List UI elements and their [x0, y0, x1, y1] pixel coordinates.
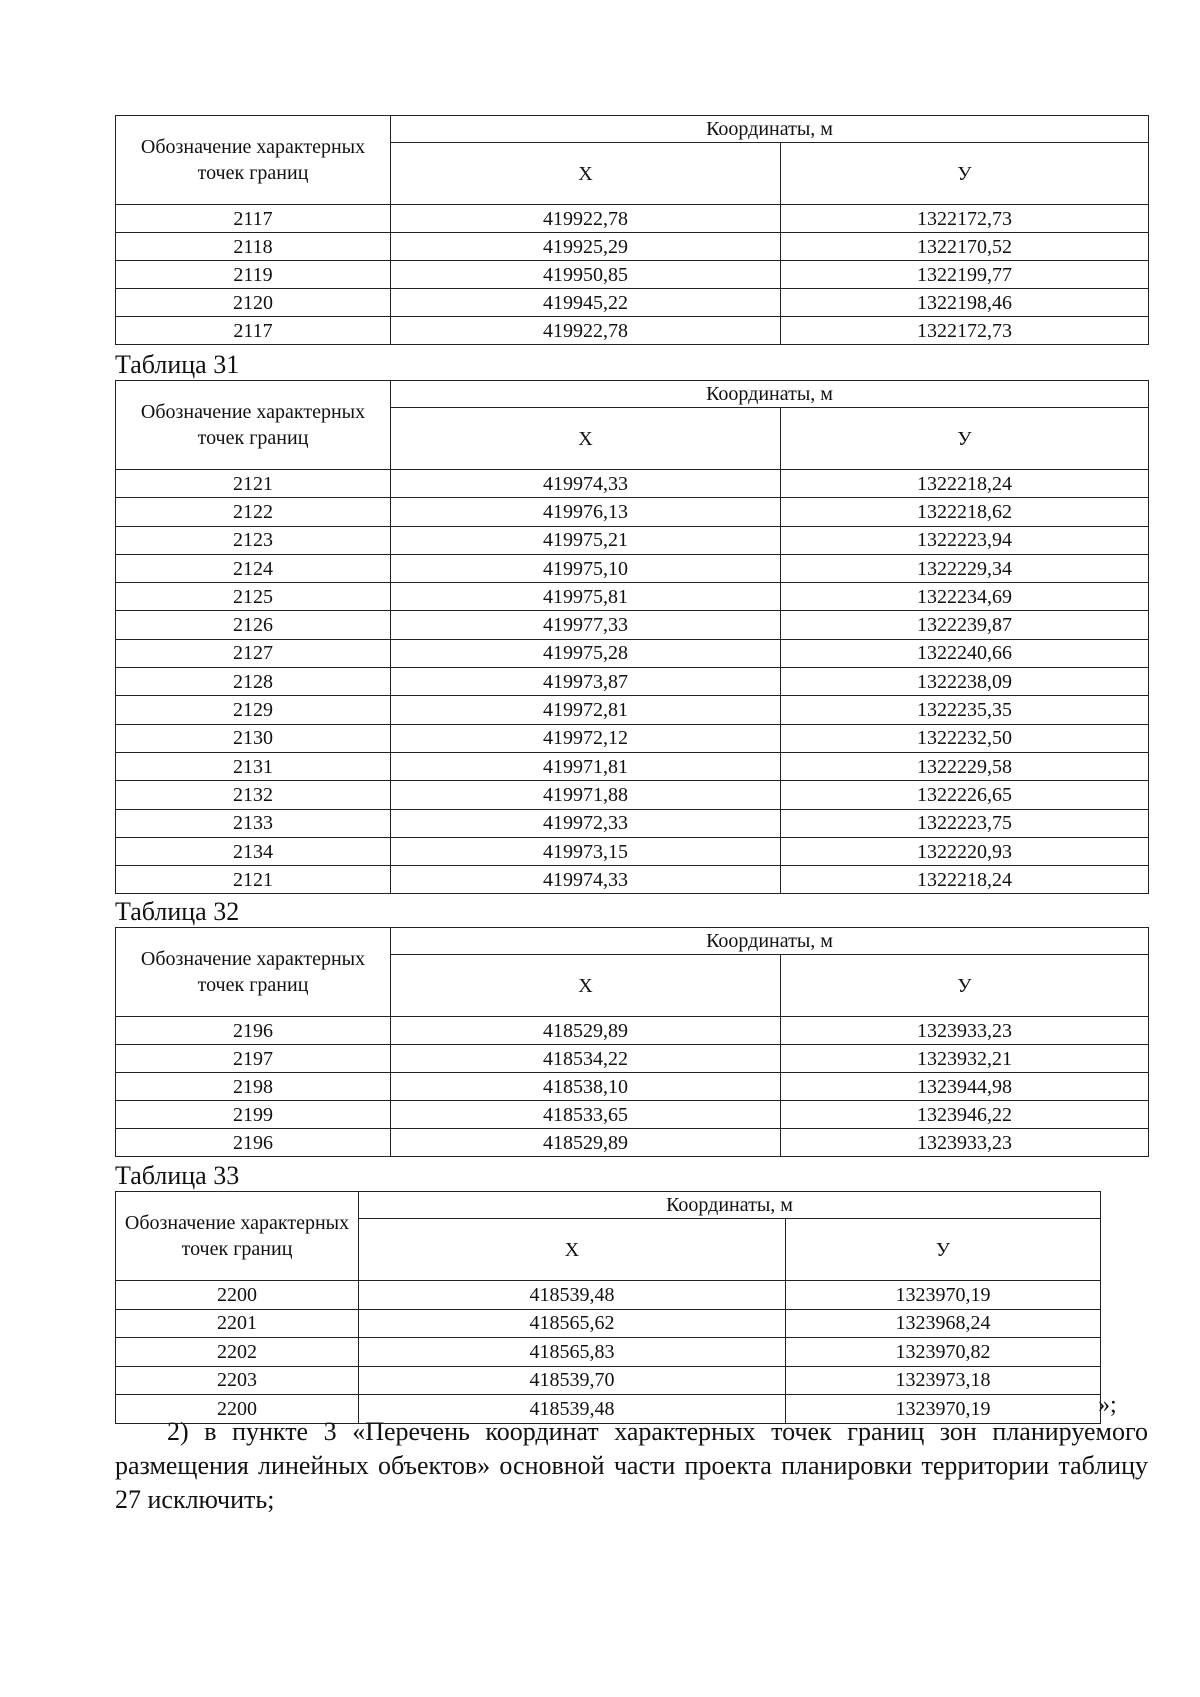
table-row: [116, 837, 1149, 865]
table-caption: Таблица 32: [115, 897, 240, 926]
point-number-cell: 2128: [116, 668, 391, 696]
table-row: [116, 1073, 1149, 1101]
header-coordinates: Координаты, м: [391, 116, 1149, 143]
point-number-cell: 2120: [116, 289, 391, 317]
x-coordinate-cell: 419974,33: [391, 470, 781, 498]
coordinates-table-33: [115, 1191, 1101, 1424]
y-coordinate-cell: 1322220,93: [781, 837, 1149, 865]
x-coordinate-cell: 419972,33: [391, 809, 781, 837]
y-coordinate-cell: 1322229,58: [781, 752, 1149, 780]
x-coordinate-cell: 419950,85: [391, 261, 781, 289]
y-coordinate-cell: 1322223,75: [781, 809, 1149, 837]
y-coordinate-cell: 1322172,73: [781, 317, 1149, 345]
point-number-cell: 2133: [116, 809, 391, 837]
point-number-cell: 2201: [116, 1309, 359, 1338]
point-number-cell: 2198: [116, 1073, 391, 1101]
x-coordinate-cell: 418529,89: [391, 1017, 781, 1045]
point-number-cell: 2124: [116, 554, 391, 582]
table-row: [116, 1101, 1149, 1129]
y-coordinate-cell: 1323973,18: [786, 1366, 1101, 1395]
table-row: [116, 1366, 1101, 1395]
amendment-paragraph: 2) в пункте 3 «Перечень координат характерных точек границ зон планируемого размещения линейных объектов» основной части проекта планировки территории таблицу 27 исключить;: [115, 1417, 1148, 1514]
header-coordinates: Координаты, м: [359, 1192, 1101, 1219]
table-caption: Таблица 33: [115, 1161, 240, 1190]
y-coordinate-cell: 1322170,52: [781, 233, 1149, 261]
header-y: У: [781, 955, 1149, 1017]
table-row: [116, 470, 1149, 498]
x-coordinate-cell: 419945,22: [391, 289, 781, 317]
y-coordinate-cell: 1323970,19: [786, 1281, 1101, 1310]
y-coordinate-cell: 1322235,35: [781, 696, 1149, 724]
table-row: [116, 233, 1149, 261]
header-y: У: [781, 143, 1149, 205]
closing-quote: »;: [1098, 1392, 1117, 1418]
y-coordinate-cell: 1322218,62: [781, 498, 1149, 526]
point-number-cell: 2126: [116, 611, 391, 639]
x-coordinate-cell: 418565,83: [359, 1338, 786, 1367]
x-coordinate-cell: 419972,81: [391, 696, 781, 724]
y-coordinate-cell: 1323970,82: [786, 1338, 1101, 1367]
x-coordinate-cell: 419975,21: [391, 526, 781, 554]
x-coordinate-cell: 419973,87: [391, 668, 781, 696]
x-coordinate-cell: 419925,29: [391, 233, 781, 261]
x-coordinate-cell: 418538,10: [391, 1073, 781, 1101]
point-number-cell: 2200: [116, 1281, 359, 1310]
table-row: [116, 1017, 1149, 1045]
x-coordinate-cell: 418565,62: [359, 1309, 786, 1338]
table-row: [116, 205, 1149, 233]
table-row: [116, 261, 1149, 289]
point-number-cell: 2118: [116, 233, 391, 261]
point-number-cell: 2119: [116, 261, 391, 289]
table-row: [116, 583, 1149, 611]
table-row: [116, 809, 1149, 837]
x-coordinate-cell: 419977,33: [391, 611, 781, 639]
table-row: [116, 554, 1149, 582]
point-number-cell: 2196: [116, 1129, 391, 1157]
y-coordinate-cell: 1322234,69: [781, 583, 1149, 611]
x-coordinate-cell: 418539,48: [359, 1395, 786, 1424]
y-coordinate-cell: 1322229,34: [781, 554, 1149, 582]
y-coordinate-cell: 1322223,94: [781, 526, 1149, 554]
point-number-cell: 2125: [116, 583, 391, 611]
point-number-cell: 2121: [116, 866, 391, 894]
point-number-cell: 2199: [116, 1101, 391, 1129]
table-row: [116, 1129, 1149, 1157]
table-row: [116, 1309, 1101, 1338]
header-y: У: [781, 408, 1149, 470]
table-row: [116, 668, 1149, 696]
header-y: У: [786, 1219, 1101, 1281]
point-number-cell: 2123: [116, 526, 391, 554]
x-coordinate-cell: 418534,22: [391, 1045, 781, 1073]
y-coordinate-cell: 1322226,65: [781, 781, 1149, 809]
x-coordinate-cell: 419972,12: [391, 724, 781, 752]
point-number-cell: 2131: [116, 752, 391, 780]
point-number-cell: 2132: [116, 781, 391, 809]
y-coordinate-cell: 1323968,24: [786, 1309, 1101, 1338]
x-coordinate-cell: 419922,78: [391, 317, 781, 345]
table-row: [116, 696, 1149, 724]
x-coordinate-cell: 419971,88: [391, 781, 781, 809]
header-coordinates: Координаты, м: [391, 928, 1149, 955]
header-point-designation: Обозначение характерных точек границ: [116, 381, 391, 470]
x-coordinate-cell: 419976,13: [391, 498, 781, 526]
table-row: [116, 498, 1149, 526]
x-coordinate-cell: 418539,48: [359, 1281, 786, 1310]
y-coordinate-cell: 1322172,73: [781, 205, 1149, 233]
y-coordinate-cell: 1323933,23: [781, 1129, 1149, 1157]
y-coordinate-cell: 1323970,19: [786, 1395, 1101, 1424]
table-row: [116, 724, 1149, 752]
header-x: Х: [359, 1219, 786, 1281]
point-number-cell: 2130: [116, 724, 391, 752]
y-coordinate-cell: 1323933,23: [781, 1017, 1149, 1045]
y-coordinate-cell: 1322240,66: [781, 639, 1149, 667]
table-row: [116, 1281, 1101, 1310]
y-coordinate-cell: 1322232,50: [781, 724, 1149, 752]
point-number-cell: 2196: [116, 1017, 391, 1045]
y-coordinate-cell: 1322238,09: [781, 668, 1149, 696]
header-x: Х: [391, 408, 781, 470]
table-row: [116, 1045, 1149, 1073]
point-number-cell: 2121: [116, 470, 391, 498]
header-coordinates: Координаты, м: [391, 381, 1149, 408]
y-coordinate-cell: 1323944,98: [781, 1073, 1149, 1101]
point-number-cell: 2202: [116, 1338, 359, 1367]
table-row: [116, 1338, 1101, 1367]
coordinates-table-1: [115, 115, 1149, 345]
x-coordinate-cell: 419971,81: [391, 752, 781, 780]
x-coordinate-cell: 419975,28: [391, 639, 781, 667]
table-row: [116, 866, 1149, 894]
point-number-cell: 2127: [116, 639, 391, 667]
point-number-cell: 2129: [116, 696, 391, 724]
header-point-designation: Обозначение характерных точек границ: [116, 116, 391, 205]
y-coordinate-cell: 1322218,24: [781, 866, 1149, 894]
point-number-cell: 2134: [116, 837, 391, 865]
y-coordinate-cell: 1322239,87: [781, 611, 1149, 639]
x-coordinate-cell: 419973,15: [391, 837, 781, 865]
header-point-designation: Обозначение характерных точек границ: [116, 928, 391, 1017]
point-number-cell: 2117: [116, 317, 391, 345]
x-coordinate-cell: 419922,78: [391, 205, 781, 233]
coordinates-table-32: [115, 927, 1149, 1157]
header-point-designation: Обозначение характерных точек границ: [116, 1192, 359, 1281]
table-row: [116, 752, 1149, 780]
table-caption: Таблица 31: [115, 350, 240, 379]
point-number-cell: 2197: [116, 1045, 391, 1073]
point-number-cell: 2117: [116, 205, 391, 233]
header-x: Х: [391, 143, 781, 205]
x-coordinate-cell: 419975,81: [391, 583, 781, 611]
y-coordinate-cell: 1322199,77: [781, 261, 1149, 289]
coordinates-table-31: [115, 380, 1149, 894]
x-coordinate-cell: 419975,10: [391, 554, 781, 582]
y-coordinate-cell: 1322198,46: [781, 289, 1149, 317]
x-coordinate-cell: 418529,89: [391, 1129, 781, 1157]
x-coordinate-cell: 418533,65: [391, 1101, 781, 1129]
y-coordinate-cell: 1323946,22: [781, 1101, 1149, 1129]
table-row: [116, 317, 1149, 345]
x-coordinate-cell: 418539,70: [359, 1366, 786, 1395]
table-row: [116, 781, 1149, 809]
point-number-cell: 2203: [116, 1366, 359, 1395]
y-coordinate-cell: 1323932,21: [781, 1045, 1149, 1073]
x-coordinate-cell: 419974,33: [391, 866, 781, 894]
point-number-cell: 2200: [116, 1395, 359, 1424]
header-x: Х: [391, 955, 781, 1017]
table-row: [116, 526, 1149, 554]
table-row: [116, 289, 1149, 317]
y-coordinate-cell: 1322218,24: [781, 470, 1149, 498]
table-row: [116, 611, 1149, 639]
point-number-cell: 2122: [116, 498, 391, 526]
table-row: [116, 639, 1149, 667]
